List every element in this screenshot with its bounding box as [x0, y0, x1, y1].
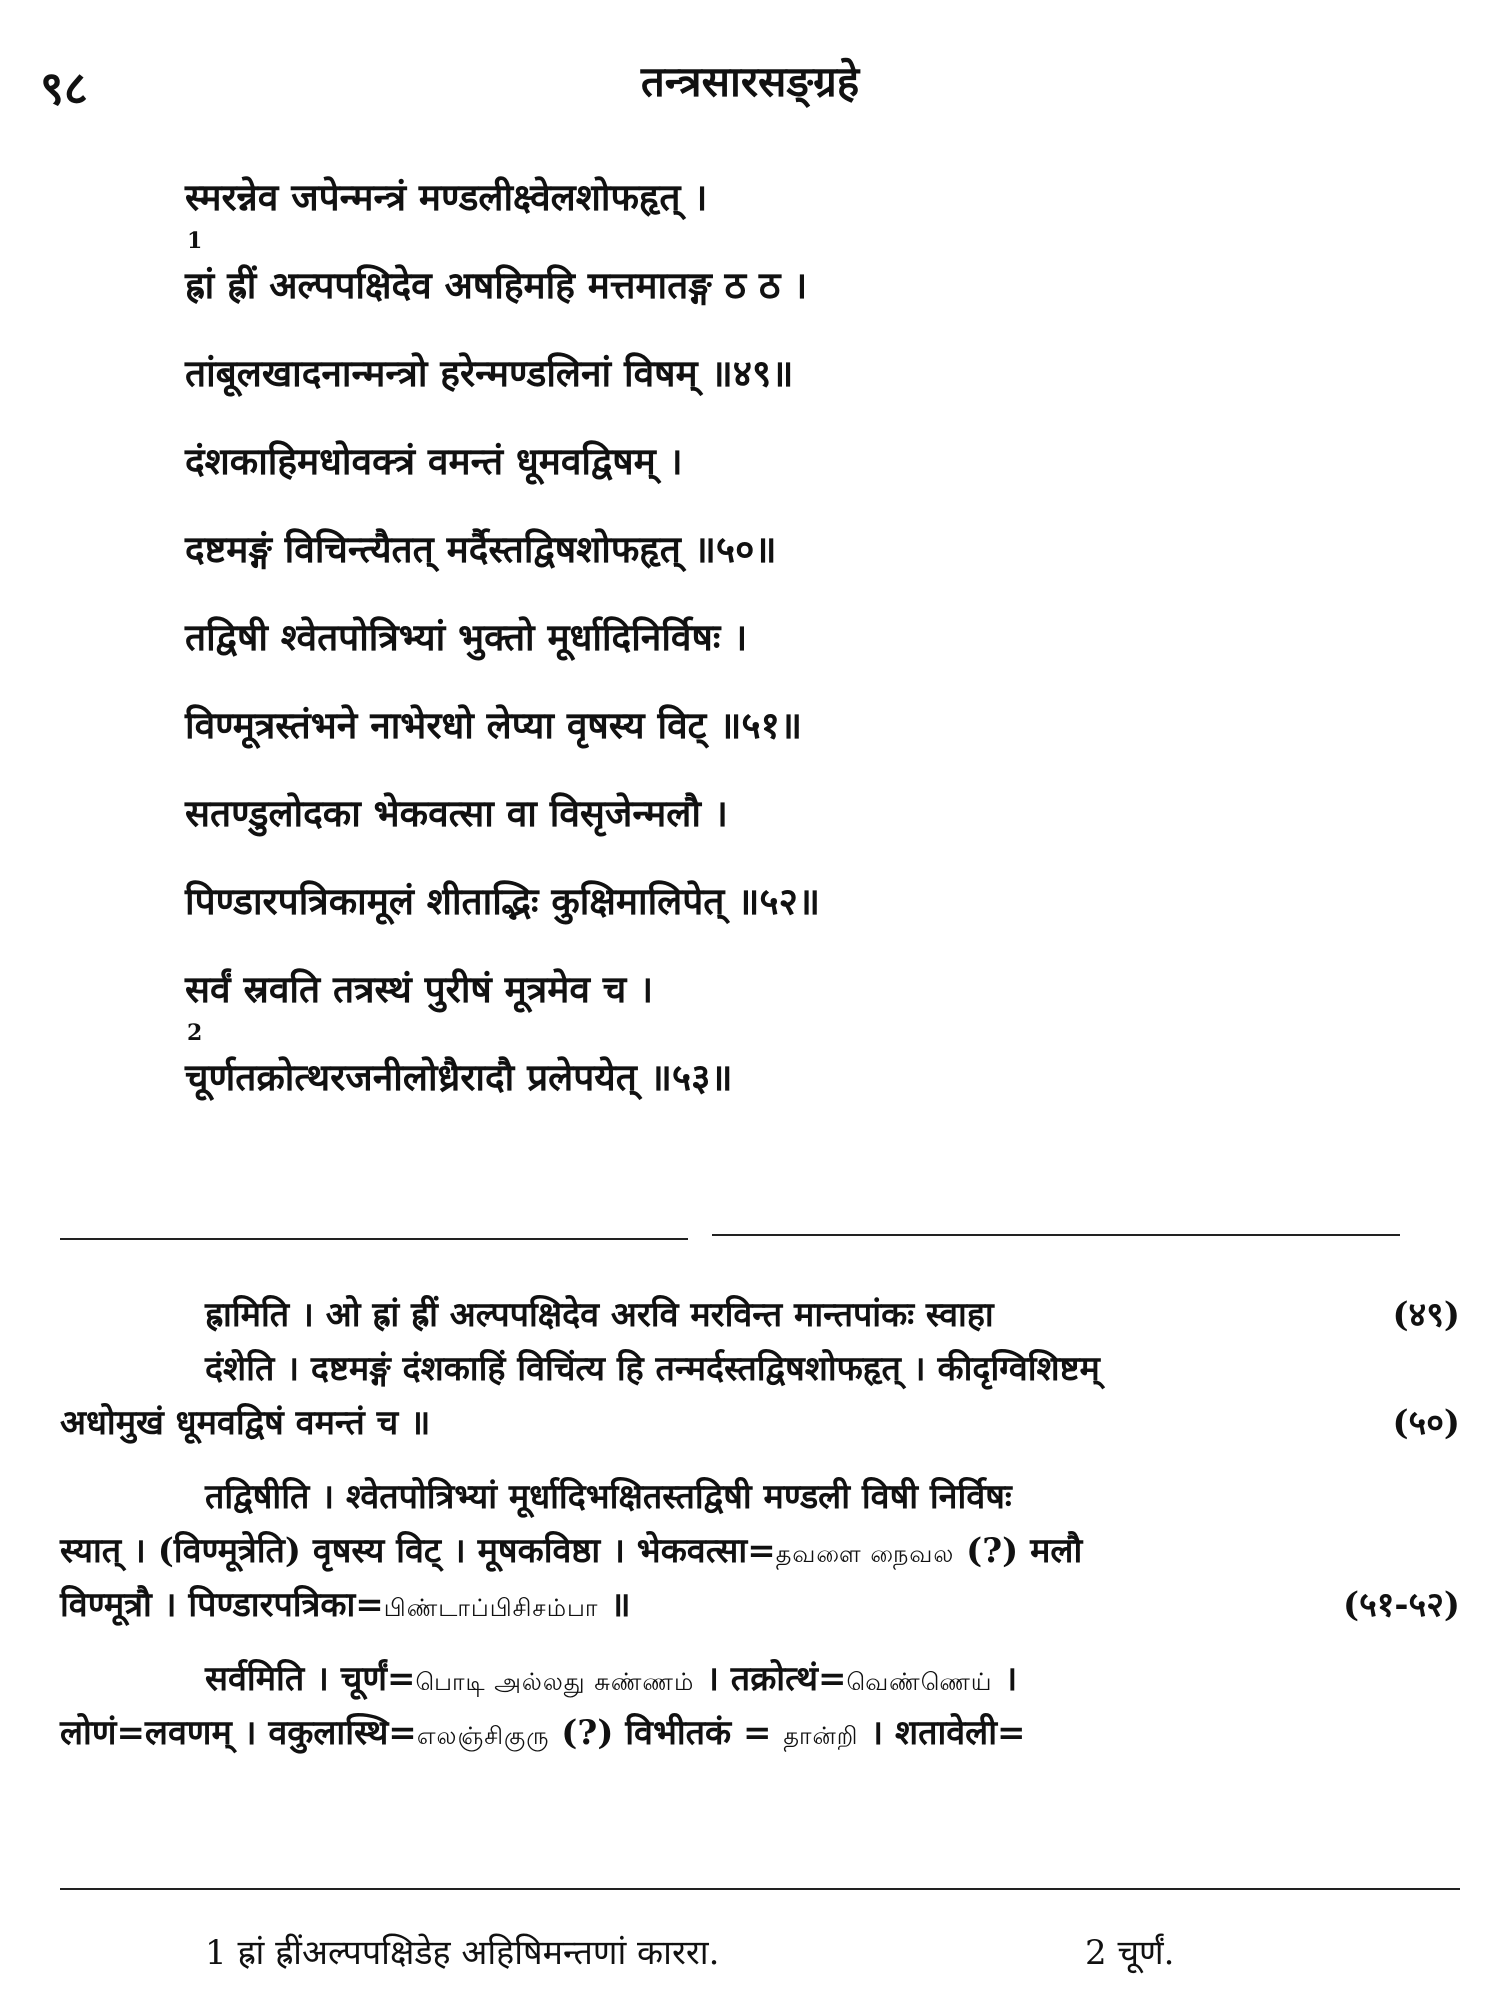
commentary-text: लोणं=लवणम् । वकुलास्थि= [60, 1713, 417, 1753]
commentary-text: अधोमुखं धूमवद्विषं वमन्तं च ॥ [60, 1403, 431, 1443]
verse-text: तांबूलखादनान्मन्त्रो हरेन्मण्डलिनां विषम् ॥४९॥ [185, 351, 794, 395]
verse-reference: (५०) [1392, 1403, 1460, 1443]
verse-text: सर्वं स्रवति तत्रस्थं पुरीषं मूत्रमेव च । [185, 967, 654, 1011]
verse-reference: (५१-५२) [1342, 1585, 1460, 1625]
verse-text: विण्मूत्रस्तंभने नाभेरधो लेप्या वृषस्य विट् ॥५१॥ [185, 703, 803, 747]
verse-line [185, 346, 1385, 434]
footnote-marker: 1 [187, 228, 203, 254]
commentary-text: विण्मूत्रौ । पिण्डारपत्रिका= [60, 1585, 384, 1625]
tamil-gloss: தவளை நைவல [775, 1540, 955, 1568]
commentary-text: । [992, 1659, 1018, 1699]
commentary-line [60, 1654, 1460, 1708]
commentary-text: तद्विषीति । श्वेतपोत्रिभ्यां मूर्धादिभक्षितस्तद्विषी मण्डली विषी निर्विषः [205, 1477, 1012, 1517]
tamil-gloss: எலஞ்சிகுரு [416, 1722, 550, 1750]
commentary-text: स्यात् । (विण्मूत्रेति) वृषस्य विट् । मूषकविष्ठा । भेकवत्सा= [60, 1531, 776, 1571]
verse-text: ह्रां ह्रीं अल्पपक्षिदेव अषहिमहि मत्तमातङ्ग ठ ठ । [185, 263, 808, 307]
commentary-line [60, 1290, 1460, 1344]
footnote-2: 2 चूर्णं. [1085, 1933, 1175, 1973]
commentary-line [60, 1344, 1460, 1398]
page-number: ९८ [40, 61, 88, 115]
section-divider-right [712, 1234, 1400, 1236]
commentary-text: दंशेति । दष्टमङ्गं दंशकाहिं विचिंत्य हि तन्मर्दस्तद्विषशोफहृत् । कीदृग्विशिष्टम् [205, 1349, 1100, 1389]
verse-line [185, 786, 1385, 874]
commentary-text: । तक्रोत्थं= [694, 1659, 847, 1699]
verse-line [185, 610, 1385, 698]
verse-text: तद्विषी श्वेतपोत्रिभ्यां भुक्तो मूर्धादिनिर्विषः । [185, 615, 748, 659]
verse-line [185, 434, 1385, 522]
verse-text: पिण्डारपत्रिकामूलं शीताद्भिः कुक्षिमालिपेत् ॥५२॥ [185, 879, 821, 923]
verse-text: सतण्डुलोदका भेकवत्सा वा विसृजेन्मलौ । [185, 791, 728, 835]
commentary-text: । शतावेली= [858, 1713, 1026, 1753]
verse-text: दष्टमङ्गं विचिन्त्यैतत् मर्दैस्तद्विषशोफहृत् ॥५०॥ [185, 527, 777, 571]
footnote-marker: 2 [187, 1020, 203, 1046]
footnote-1: 1 ह्रां ह्रींअल्पपक्षिडेह अहिषिमन्तणां काररा. [205, 1933, 720, 1973]
tamil-gloss: வெண்ணெய் [846, 1668, 993, 1696]
commentary-text: (?) विभीतकं = [549, 1713, 784, 1753]
verse-text: चूर्णतक्रोत्थरजनीलोध्रैरादौ प्रलेपयेत् ॥५३॥ [185, 1055, 733, 1099]
tamil-gloss: பொடி அல்லது சுண்ணம் [415, 1668, 695, 1696]
commentary-line [60, 1398, 1460, 1452]
verse-text: स्मरन्नेव जपेन्मन्त्रं मण्डलीक्ष्वेलशोफहृत् । [185, 175, 708, 219]
tamil-gloss: பிண்டாப்பிசிசம்பா [383, 1594, 599, 1622]
verse-line [185, 1020, 1385, 1138]
commentary-text: (?) मलौ [954, 1531, 1083, 1571]
footnote-divider [60, 1888, 1460, 1890]
commentary-block [60, 1290, 1460, 1762]
commentary-text: ह्रामिति । ओ ह्रां ह्रीं अल्पपक्षिदेव अरवि मरविन्त मान्तपांकः स्वाहा [205, 1295, 994, 1335]
tamil-gloss: தான்றி [783, 1722, 859, 1750]
section-divider-left [60, 1238, 688, 1240]
running-title: तन्त्रसारसङ्ग्रहे [640, 57, 860, 106]
verse-line [185, 874, 1385, 962]
verse-text: दंशकाहिमधोवक्त्रं वमन्तं धूमवद्विषम् । [185, 439, 683, 483]
commentary-line [60, 1526, 1460, 1580]
commentary-line [60, 1472, 1460, 1526]
verse-line [185, 228, 1385, 346]
commentary-line [60, 1580, 1460, 1634]
commentary-text: ॥ [598, 1585, 631, 1625]
verse-line [185, 170, 1385, 258]
verse-line [185, 522, 1385, 610]
page-header [0, 46, 1500, 116]
commentary-line [60, 1708, 1460, 1762]
footnotes [205, 1928, 1405, 1974]
verse-reference: (४९) [1392, 1295, 1460, 1335]
verse-line [185, 962, 1385, 1050]
verse-line [185, 698, 1385, 786]
verse-block [185, 170, 1385, 1138]
commentary-text: सर्वमिति । चूर्णं= [205, 1659, 416, 1699]
